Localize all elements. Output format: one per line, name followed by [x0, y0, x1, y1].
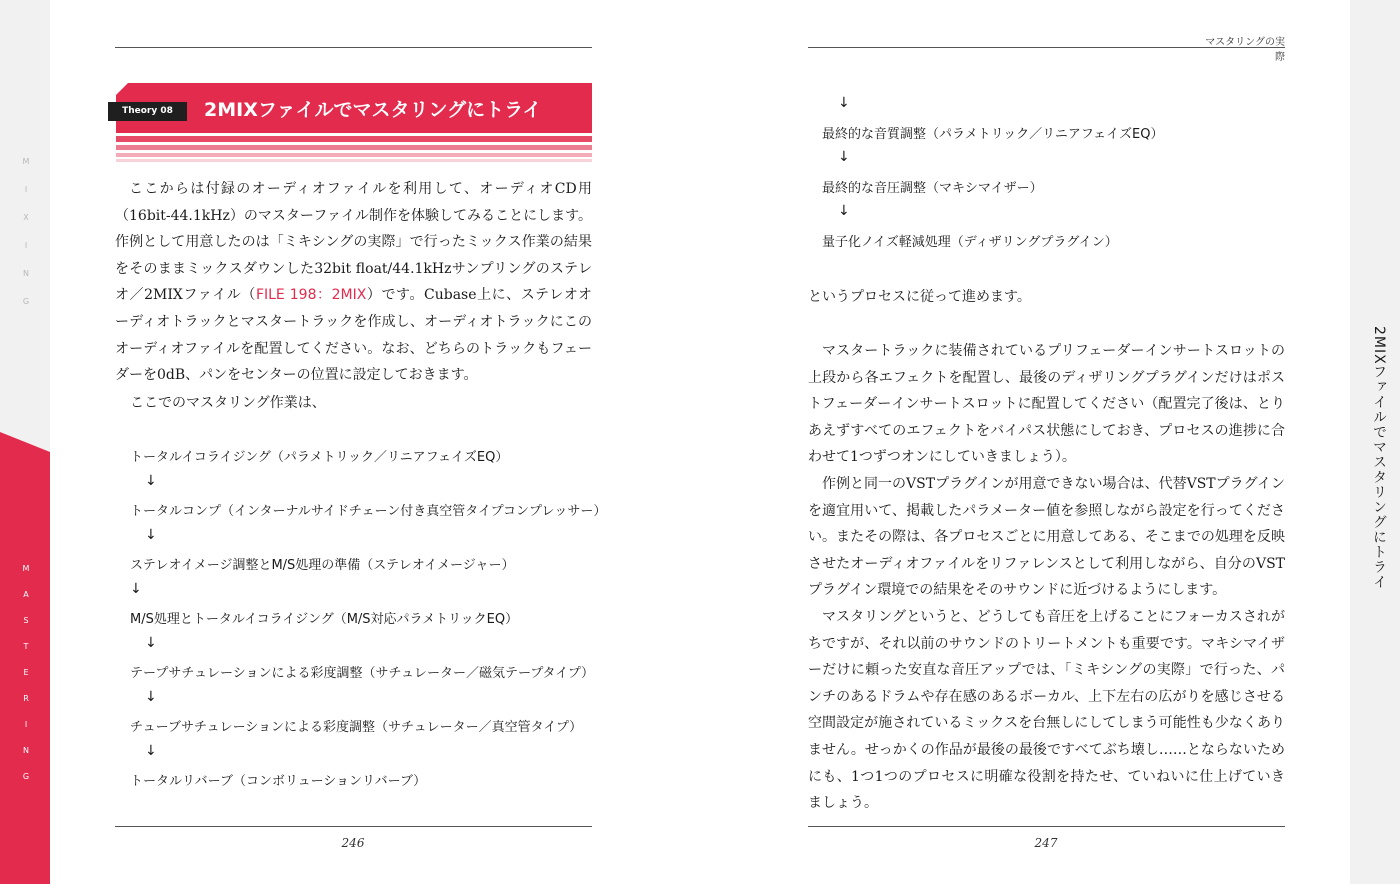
process-step: トータルコンプ（インターナルサイドチェーン付き真空管タイプコンプレッサー） [130, 504, 607, 519]
page-number-left: 246 [341, 836, 365, 850]
down-arrow-icon: ↓ [838, 203, 850, 219]
file-reference: FILE 198：2MIX [255, 287, 367, 304]
theory-badge: Theory 08 [108, 102, 187, 121]
process-step: トータルイコライジング（パラメトリック／リニアフェイズEQ） [130, 450, 509, 465]
gutter-letter: X [23, 213, 29, 222]
bottom-rule-right [808, 826, 1285, 827]
banner-stripe [116, 136, 592, 142]
gutter-letter: E [23, 668, 29, 677]
intro-paragraph [115, 176, 592, 389]
top-rule-left [115, 47, 592, 48]
body-paragraph: マスタートラックに装備されているプリフェーダーインサートスロットの上段から各エフェクトを配置し、最後のディザリングプラグインだけはポストフェーダーインサートスロットに配置してください（配置完了後は、とりあえずすべてのエフェクトをバイパス状態にしておき、プロセスの進捗に合わせて1つずつオンにしていきましょう）。 [808, 343, 1285, 466]
body-paragraph: マスタリングというと、どうしても音圧を上げることにフォーカスされがちですが、それ以前のサウンドのトリートメントも重要です。マキシマイザーだけに頼った安直な音圧アップでは、「ミキシングの実際」で行った、パンチのあるドラムや存在感のあるボーカル、上下左右の広がりを感じさせる空間設定が施されているミックスを台無しにしてしまう可能性も少なくありません。せっかくの作品が最後の最後ですべてぶち壊し……とならないためにも、1つ1つのプロセスに明確な役割を持たせ、ていねいに仕上げていきましょう。 [808, 608, 1285, 812]
process-step: 量子化ノイズ軽減処理（ディザリングプラグイン） [822, 235, 1118, 250]
gutter-letter: M [22, 564, 30, 573]
body-paragraph: 作例と同一のVSTプラグインが用意できない場合は、代替VSTプラグインを適宜用いて、掲載したパラメーター値を参照しながら設定を行ってください。またその際は、各プロセスごとに用意してある、そこまでの処理を反映させたオーディオファイルをリファレンスとして利用しながら、自分のVSTプラグイン環境での結果をそのサウンドに近づけるようにします。 [808, 475, 1285, 599]
gutter-letter: S [23, 616, 29, 625]
down-arrow-icon: ↓ [145, 527, 157, 543]
intro-text-b: ）です。Cubase上に、ステレオオーディオトラックとマスタートラックを作成し、オーディオトラックにこのオーディオファイルを配置してください。なお、どちらのトラックもフェーダーを0dB、パンをセンターの位置に設定しておきます。 [115, 287, 592, 384]
down-arrow-icon: ↓ [838, 149, 850, 165]
process-step: テープサチュレーションによる彩度調整（サチュレーター／磁気テープタイプ） [130, 666, 594, 681]
gutter-letter: I [24, 241, 28, 250]
process-intro: ここでのマスタリング作業は、 [130, 395, 326, 411]
process-step: トータルリバーブ（コンボリューションリバーブ） [130, 774, 427, 789]
gutter-letter: M [22, 157, 30, 166]
down-arrow-icon: ↓ [838, 95, 850, 111]
process-step: チューブサチュレーションによる彩度調整（サチュレーター／真空管タイプ） [130, 720, 583, 735]
gutter-letter: N [23, 269, 29, 278]
process-step: ステレオイメージ調整とM/S処理の準備（ステレオイメージャー） [130, 558, 515, 573]
gutter-letter: I [24, 720, 28, 729]
down-arrow-icon: ↓ [145, 689, 157, 705]
down-arrow-icon: ↓ [145, 635, 157, 651]
banner-stripe [116, 145, 592, 150]
process-step: M/S処理とトータルイコライジング（M/S対応パラメトリックEQ） [130, 612, 519, 627]
process-summary: というプロセスに従って進めます。 [808, 289, 1031, 305]
vertical-section-title: 2MIXファイルでマスタリングにトライ [1371, 326, 1387, 590]
bottom-rule-left [115, 826, 592, 827]
gutter-letter: N [23, 746, 29, 755]
gutter-letter: A [23, 590, 29, 599]
body-paragraphs [808, 338, 1285, 817]
gutter-letter: G [22, 297, 30, 306]
running-head: マスタリングの実際 [1205, 37, 1285, 63]
page-number-right: 247 [1034, 836, 1058, 850]
banner-stripe [116, 153, 592, 157]
gutter-letter: R [23, 694, 29, 703]
down-arrow-icon: ↓ [145, 473, 157, 489]
down-arrow-icon: ↓ [130, 581, 142, 597]
gutter-letter: T [23, 642, 29, 651]
process-step: 最終的な音質調整（パラメトリック／リニアフェイズEQ） [822, 127, 1164, 142]
intro-text-a: ここからは付録のオーディオファイルを利用して、オーディオCD用（16bit-44.1kHz）のマスターファイル制作を体験してみることにします。作例として用意したのは「ミキシングの実際」で行ったミックス作業の結果をそのままミックスダウンした32bit float/44.1kHzサンプリングのステレオ／2MIXファイル（ [115, 181, 592, 304]
gutter-label-mixing [20, 148, 32, 316]
gutter-letter: G [22, 772, 30, 781]
gutter-label-mastering [20, 556, 32, 790]
gutter-letter: I [24, 185, 28, 194]
process-step: 最終的な音圧調整（マキシマイザー） [822, 181, 1043, 196]
banner-stripe [116, 159, 592, 162]
down-arrow-icon: ↓ [145, 743, 157, 759]
section-title: 2MIXファイルでマスタリングにトライ [204, 99, 542, 121]
